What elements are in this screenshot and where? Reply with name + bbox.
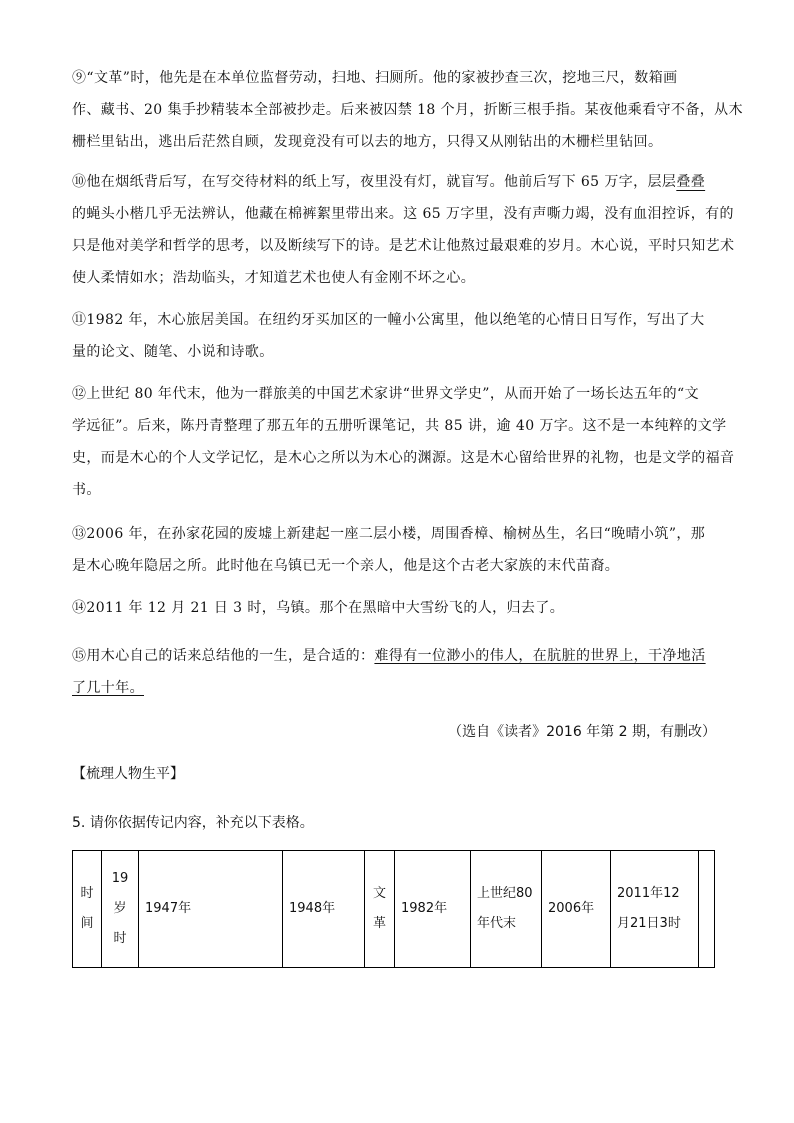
paragraph-9-line-3: 栅栏里钻出，逃出后茫然自顾，发现竟没有可以去的地方，只得又从刚钻出的木栅栏里钻回。 bbox=[72, 134, 663, 150]
paragraph-9-line-1: ⑨“文革”时，他先是在本单位监督劳动，扫地、扫厕所。他的家被抄查三次，挖地三尺，数箱画 bbox=[72, 70, 678, 86]
timeline-table bbox=[72, 850, 715, 968]
paragraph-12-line-2: 学远征”。后来，陈丹青整理了那五年的五册听课笔记，共 85 讲，逾 40 万字。这不是一本纯粹的文学 bbox=[72, 418, 727, 434]
table-cell-1982: 1982年 bbox=[395, 851, 471, 968]
paragraph-12-line-3: 史，而是木心的个人文学记忆，是木心之所以为木心的渊源。这是木心留给世界的礼物，也是文学的福音 bbox=[72, 450, 735, 466]
paragraph-10-emphasized-word: 叠叠 bbox=[676, 174, 706, 190]
table-cell-late-1980s: 上世纪80年代末 bbox=[471, 851, 542, 968]
table-cell-time-label: 时间 bbox=[73, 851, 102, 968]
paragraph-10-line-1-main: ⑩他在烟纸背后写，在写交待材料的纸上写，夜里没有灯，就盲写。他前后写下 65 万字，层层 bbox=[72, 174, 677, 190]
paragraph-13-line-2: 是木心晚年隐居之所。此时他在乌镇已无一个亲人，他是这个古老大家族的末代苗裔。 bbox=[72, 558, 620, 574]
paragraph-11-line-2: 量的论文、随笔、小说和诗歌。 bbox=[72, 344, 274, 360]
paragraph-15 bbox=[72, 640, 720, 704]
table-cell-cultural-revolution: 文革 bbox=[365, 851, 395, 968]
paragraph-10-line-1-text bbox=[72, 174, 705, 190]
paragraph-15-line-1 bbox=[72, 640, 720, 672]
paragraph-10-line-4: 使人柔情如水；浩劫临头，才知道艺术也使人有金刚不坏之心。 bbox=[72, 270, 476, 286]
paragraph-12-line-1: ⑫上世纪 80 年代末，他为一群旅美的中国艺术家讲“世界文学史”，从而开始了一场长达五年的“文 bbox=[72, 386, 699, 402]
timeline-table-row bbox=[73, 851, 715, 968]
source-citation: （选自《读者》2016 年第 2 期，有删改） bbox=[448, 724, 716, 740]
table-cell-age-19: 19岁时 bbox=[102, 851, 139, 968]
paragraph-15-line-2: 了几十年。 bbox=[72, 680, 144, 696]
question-5: 5. 请你依据传记内容，补充以下表格。 bbox=[72, 815, 314, 831]
paragraph-10-line-1 bbox=[72, 166, 720, 198]
table-cell-1948: 1948年 bbox=[283, 851, 365, 968]
paragraph-9 bbox=[72, 62, 743, 158]
paragraph-15-underlined-quote: 难得有一位渺小的伟人，在肮脏的世界上，干净地活 bbox=[374, 648, 706, 664]
table-cell-empty bbox=[699, 851, 715, 968]
paragraph-11-line-1: ⑪1982 年，木心旅居美国。在纽约牙买加区的一幢小公寓里，他以绝笔的心情日日写作，写出了大 bbox=[72, 312, 705, 328]
paragraph-13-line-1: ⑬2006 年，在孙家花园的废墟上新建起一座二层小楼，周围香樟、榆树丛生，名曰“晚晴小筑”，那 bbox=[72, 526, 706, 542]
paragraph-9-line-2: 作、藏书、20 集手抄精装本全部被抄走。后来被囚禁 18 个月，折断三根手指。某夜他乘看守不备，从木 bbox=[72, 102, 743, 118]
paragraph-10 bbox=[72, 166, 735, 294]
paragraph-14 bbox=[72, 592, 720, 624]
table-cell-2006: 2006年 bbox=[542, 851, 611, 968]
paragraph-12 bbox=[72, 378, 735, 506]
section-heading: 【梳理人物生平】 bbox=[72, 766, 184, 782]
paragraph-10-line-3: 只是他对美学和哲学的思考，以及断续写下的诗。是艺术让他熬过最艰难的岁月。木心说，平时只知艺术 bbox=[72, 238, 735, 254]
paragraph-11 bbox=[72, 304, 720, 368]
table-cell-1947: 1947年 bbox=[139, 851, 283, 968]
table-cell-2011: 2011年12月21日3时 bbox=[611, 851, 699, 968]
paragraph-15-plain-text: ⑮用木心自己的话来总结他的一生，是合适的： bbox=[72, 648, 375, 664]
paragraph-14-line-1: ⑭2011 年 12 月 21 日 3 时，乌镇。那个在黑暗中大雪纷飞的人，归去了。 bbox=[72, 600, 565, 616]
paragraph-12-line-4: 书。 bbox=[72, 482, 101, 498]
paragraph-10-line-2: 的蝇头小楷几乎无法辨认，他藏在棉裤絮里带出来。这 65 万字里，没有声嘶力竭，没有血泪控诉，有的 bbox=[72, 206, 734, 222]
paragraph-13 bbox=[72, 518, 720, 582]
